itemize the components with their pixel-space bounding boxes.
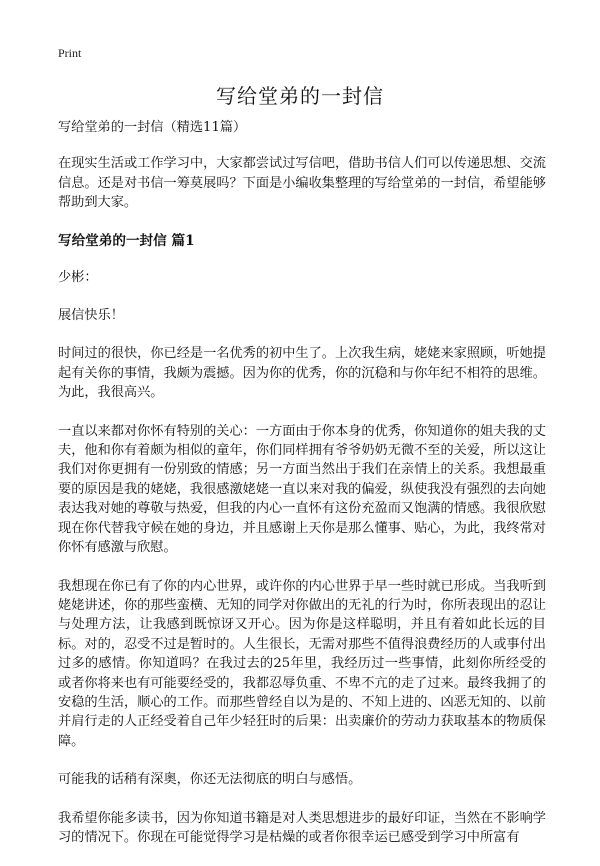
- print-link[interactable]: Print: [58, 46, 82, 60]
- section-heading: 写给堂弟的一封信 篇1: [58, 232, 195, 249]
- greeting: 展信快乐！: [58, 308, 124, 324]
- article-subtitle: 写给堂弟的一封信（精选11篇）: [58, 120, 247, 135]
- article-body: [58, 118, 546, 866]
- salutation: 少彬：: [58, 269, 98, 285]
- page-title: 写给堂弟的一封信: [216, 84, 384, 108]
- letter-paragraph: 我想现在你已有了你的内心世界，或许你的内心世界于早一些时就已形成。当我听到姥姥讲述，你的那些蛮横、无知的同学对你做出的无礼的行为时，你所表现出的忍让与处理方法，让我感到既惊讶又开心。因为你是这样聪明，并且有着如此长远的目标。对的，忍受不过是暂时的。人生很长，无需对那些不值得浪费经历的人或事付出过多的感情。你知道吗？在我过去的25年里，我经历过一些事情，此刻你所经受的或者你将来也有可能要经受的，我都忍辱负重、不卑不亢的走了过来。最终我拥了的安稳的生活，顺心的工作。而那些曾经自以为是的、不知上进的、凶恶无知的、以前并肩行走的人正经受着自己年少轻狂时的后果：出卖廉价的劳动力获取基本的物质保障。: [58, 578, 546, 749]
- letter-paragraph: 可能我的话稍有深奥，你还无法彻底的明白与感悟。: [58, 772, 362, 788]
- intro-paragraph: 在现实生活或工作学习中，大家都尝试过写信吧，借助书信人们可以传递思想、交流信息。还是对书信一筹莫展吗？下面是小编收集整理的写给堂弟的一封信，希望能够帮助到大家。: [58, 156, 546, 211]
- letter-paragraph: 时间过的很快，你已经是一名优秀的初中生了。上次我生病，姥姥来家照顾，听她提起有关你的事情，我颇为震撼。因为你的优秀，你的沉稳和与你年纪不相符的思维。为此，我很高兴。: [58, 346, 546, 401]
- letter-paragraph: 一直以来都对你怀有特别的关心：一方面由于你本身的优秀，你知道你的姐夫我的丈夫，他和你有着颇为相似的童年，你们同样拥有爷爷奶奶无微不至的关爱，所以这让我们对你更拥有一份别致的情感；另一方面当然出于我们在亲情上的关系。我想最重要的原因是我的姥姥，我很感激姥姥一直以来对我的偏爱，纵使我没有强烈的去向她表达我对她的尊敬与热爱，但我的内心一直怀有这份充盈而又饱满的情感。我很欣慰现在你代替我守候在她的身边，并且感谢上天你是那么懂事、贴心，为此，我终常对你怀有感激与欣慰。: [58, 423, 546, 556]
- letter-paragraph: 我希望你能多读书，因为你知道书籍是对人类思想进步的最好印证，当然在不影响学习的情况下。你现在可能觉得学习是枯燥的或者你很幸运已感受到学习中所富有: [58, 810, 546, 845]
